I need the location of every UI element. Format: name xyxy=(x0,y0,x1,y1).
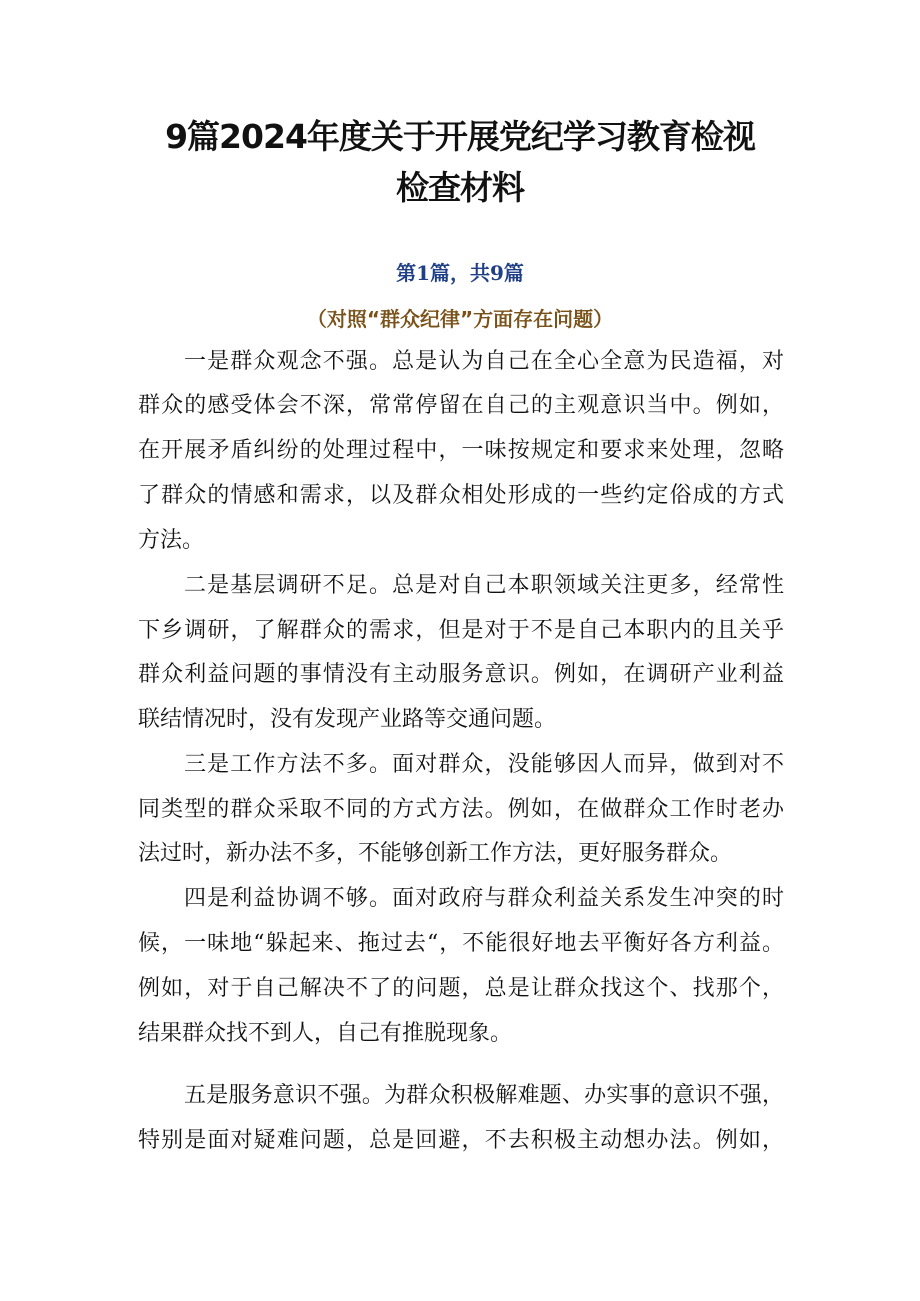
body-line: 特别是面对疑难问题，总是回避，不去积极主动想办法。例如， xyxy=(138,1128,784,1153)
document-title-line-1: 9篇2024年度关于开展党纪学习教育检视 xyxy=(165,117,755,156)
body-line: 同类型的群众采取不同的方式方法。例如，在做群众工作时老办 xyxy=(138,797,784,822)
body-line: 下乡调研，了解群众的需求，但是对于不是自己本职内的且关乎 xyxy=(138,618,784,643)
body-line: 法过时，新办法不多，不能够创新工作方法，更好服务群众。 xyxy=(138,841,733,866)
body-line: 了群众的情感和需求，以及群众相处形成的一些约定俗成的方式 xyxy=(138,483,784,508)
body-line: 例如，对于自己解决不了的问题，总是让群众找这个、找那个， xyxy=(138,976,784,1001)
body-line: 五是服务意识不强。为群众积极解难题、办实事的意识不强， xyxy=(184,1083,784,1108)
body-line: 在开展矛盾纠纷的处理过程中，一味按规定和要求来处理，忽略 xyxy=(138,438,784,463)
body-line: 结果群众找不到人，自己有推脱现象。 xyxy=(138,1021,513,1046)
body-line: 四是利益协调不够。面对政府与群众利益关系发生冲突的时 xyxy=(184,886,784,911)
body-line: 方法。 xyxy=(138,528,205,553)
body-line: 候，一味地“躲起来、拖过去“，不能很好地去平衡好各方利益。 xyxy=(138,931,784,956)
body-line: 联结情况时，没有发现产业路等交通问题。 xyxy=(138,707,557,732)
section-number: 第1篇，共9篇 xyxy=(396,261,524,285)
body-line: 群众利益问题的事情没有主动服务意识。例如，在调研产业利益 xyxy=(138,662,784,687)
document-title-line-2: 检查材料 xyxy=(396,168,524,207)
body-line: 三是工作方法不多。面对群众，没能够因人而异，做到对不 xyxy=(184,752,784,777)
body-line: 群众的感受体会不深，常常停留在自己的主观意识当中。例如， xyxy=(138,393,784,418)
body-line: 一是群众观念不强。总是认为自己在全心全意为民造福，对 xyxy=(184,349,784,374)
section-subheading: （对照“群众纪律”方面存在问题） xyxy=(306,307,614,331)
body-line: 二是基层调研不足。总是对自己本职领域关注更多，经常性 xyxy=(184,573,784,598)
